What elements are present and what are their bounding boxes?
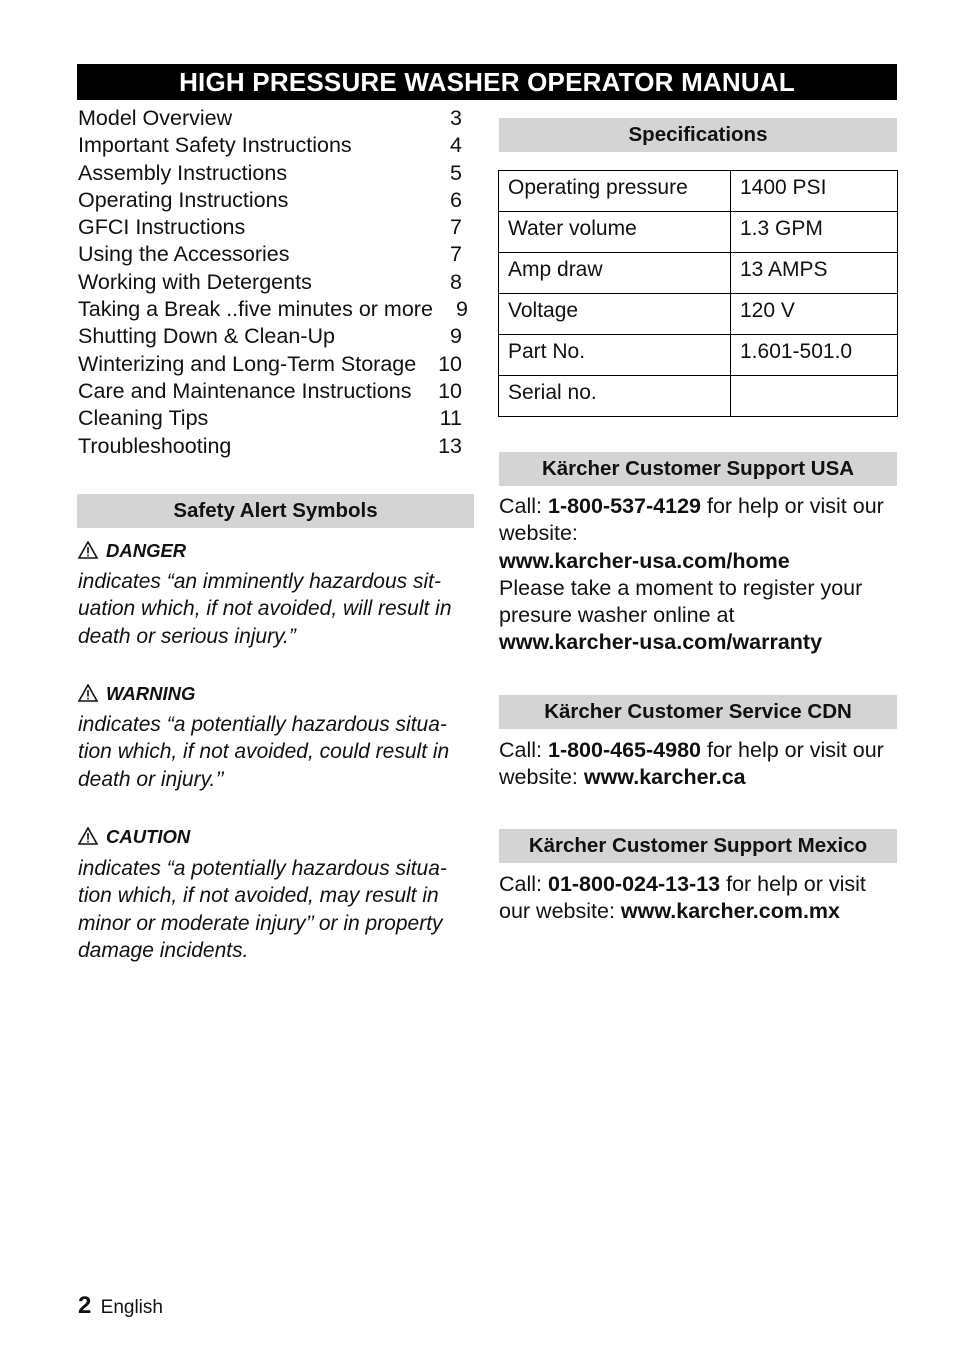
toc-item (78, 269, 468, 296)
spec-value: 13 AMPS (731, 253, 898, 294)
serial-number-field (731, 376, 898, 417)
toc-item (78, 105, 468, 132)
toc-item (78, 132, 468, 159)
toc-item-label: Care and Maintenance Instructions (78, 378, 412, 403)
toc-item-label: Taking a Break ..five minutes or more (78, 297, 433, 322)
toc-item-page: 5 (450, 160, 462, 185)
spec-label: Water volume (499, 212, 731, 253)
call-suffix: for help or visit our website: (499, 872, 866, 924)
toc-item-page: 3 (450, 106, 462, 130)
call-prefix: Call: (499, 872, 548, 896)
toc-item-page: 10 (438, 351, 462, 376)
table-of-contents (78, 105, 468, 460)
table-row (499, 171, 898, 212)
call-prefix: Call: (499, 494, 548, 518)
toc-item (78, 241, 468, 268)
support-cdn-phone: 1-800-465-4980 (547, 738, 701, 762)
toc-item (78, 187, 468, 214)
caution-description: indicates “a potentially hazardous situa-tion which, if not avoided, may result in minor or moderate injury’’ or in property damage incidents. (78, 857, 447, 962)
spec-label: Part No. (499, 335, 731, 376)
toc-item-label: Operating Instructions (78, 187, 289, 212)
toc-item-page: 4 (450, 133, 462, 158)
danger-title (78, 539, 186, 563)
toc-item-page: 8 (450, 269, 462, 294)
toc-item (78, 433, 468, 460)
spec-value: 1400 PSI (731, 171, 898, 212)
warning-triangle-icon (78, 827, 98, 845)
specifications-table (498, 170, 898, 417)
support-mexico-heading: Kärcher Customer Support Mexico (499, 829, 897, 863)
warning-title-text: WARNING (106, 683, 196, 704)
toc-item-label: Assembly Instructions (78, 160, 288, 185)
spec-label: Voltage (499, 294, 731, 335)
toc-item-label: Cleaning Tips (78, 406, 209, 431)
danger-description: indicates “an imminently hazardous sit-uation which, if not avoided, will result in death or serious injury.” (78, 570, 452, 648)
warning-description: indicates “a potentially hazardous situa-tion which, if not avoided, could result in death or injury.’’ (78, 713, 450, 791)
support-mexico-text (499, 871, 899, 926)
table-row (499, 376, 898, 417)
toc-item-page: 6 (450, 187, 462, 212)
footer-language: English (100, 1297, 163, 1318)
toc-item-page: 11 (439, 406, 462, 431)
spec-value: 1.601-501.0 (731, 335, 898, 376)
table-row (499, 335, 898, 376)
page-footer (78, 1293, 163, 1321)
call-suffix: for help or visit our website: (499, 738, 884, 790)
toc-item-page: 13 (438, 433, 462, 458)
toc-item-page: 9 (456, 297, 468, 322)
toc-item (78, 378, 468, 405)
call-suffix: for help or visit our website: (499, 494, 884, 546)
spec-value: 120 V (731, 294, 898, 335)
warning-title (78, 682, 195, 706)
safety-alert-heading: Safety Alert Symbols (77, 494, 474, 528)
spec-label: Operating pressure (499, 171, 731, 212)
support-mexico-phone: 01-800-024-13-13 (547, 872, 721, 896)
spec-value: 1.3 GPM (731, 212, 898, 253)
caution-title (78, 825, 190, 849)
toc-item-label: Winterizing and Long-Term Storage (78, 351, 417, 376)
specifications-heading: Specifications (499, 118, 897, 152)
page-number: 2 (78, 1292, 92, 1319)
toc-item-page: 10 (438, 378, 462, 403)
call-prefix: Call: (499, 738, 548, 762)
toc-item (78, 405, 468, 432)
support-mexico-website: www.karcher.com.mx (620, 899, 840, 924)
warning-triangle-icon (78, 541, 98, 559)
support-usa-text (499, 493, 899, 657)
toc-item-label: Using the Accessories (78, 242, 290, 267)
table-row (499, 212, 898, 253)
support-cdn-website: www.karcher.ca (583, 765, 746, 790)
manual-title: HIGH PRESSURE WASHER OPERATOR MANUAL (77, 64, 897, 100)
toc-item-label: Model Overview (78, 106, 233, 130)
support-cdn-heading: Kärcher Customer Service CDN (499, 695, 897, 729)
toc-item-label: Troubleshooting (78, 433, 232, 458)
toc-item (78, 323, 468, 350)
support-usa-website: www.karcher-usa.com/home (499, 548, 790, 573)
support-usa-phone: 1-800-537-4129 (547, 494, 701, 518)
toc-item-label: Important Safety Instructions (78, 133, 352, 158)
toc-item-page: 9 (450, 324, 462, 349)
toc-item-page: 7 (450, 215, 462, 240)
toc-item-label: GFCI Instructions (78, 215, 246, 240)
danger-title-text: DANGER (106, 540, 187, 561)
spec-label: Serial no. (499, 376, 731, 417)
register-text: Please take a moment to register your presure washer online at (499, 575, 863, 628)
support-cdn-text (499, 737, 899, 792)
caution-title-text: CAUTION (106, 826, 191, 847)
toc-item (78, 214, 468, 241)
toc-item-label: Shutting Down & Clean-Up (78, 324, 335, 349)
support-usa-heading: Kärcher Customer Support USA (499, 452, 897, 486)
toc-item (78, 351, 468, 378)
table-row (499, 253, 898, 294)
toc-item (78, 296, 468, 323)
spec-label: Amp draw (499, 253, 731, 294)
toc-item (78, 160, 468, 187)
toc-item-page: 7 (450, 242, 462, 267)
toc-item-label: Working with Detergents (78, 269, 312, 294)
warning-triangle-icon (78, 684, 98, 702)
table-row (499, 294, 898, 335)
warranty-url: www.karcher-usa.com/warranty (499, 630, 823, 655)
